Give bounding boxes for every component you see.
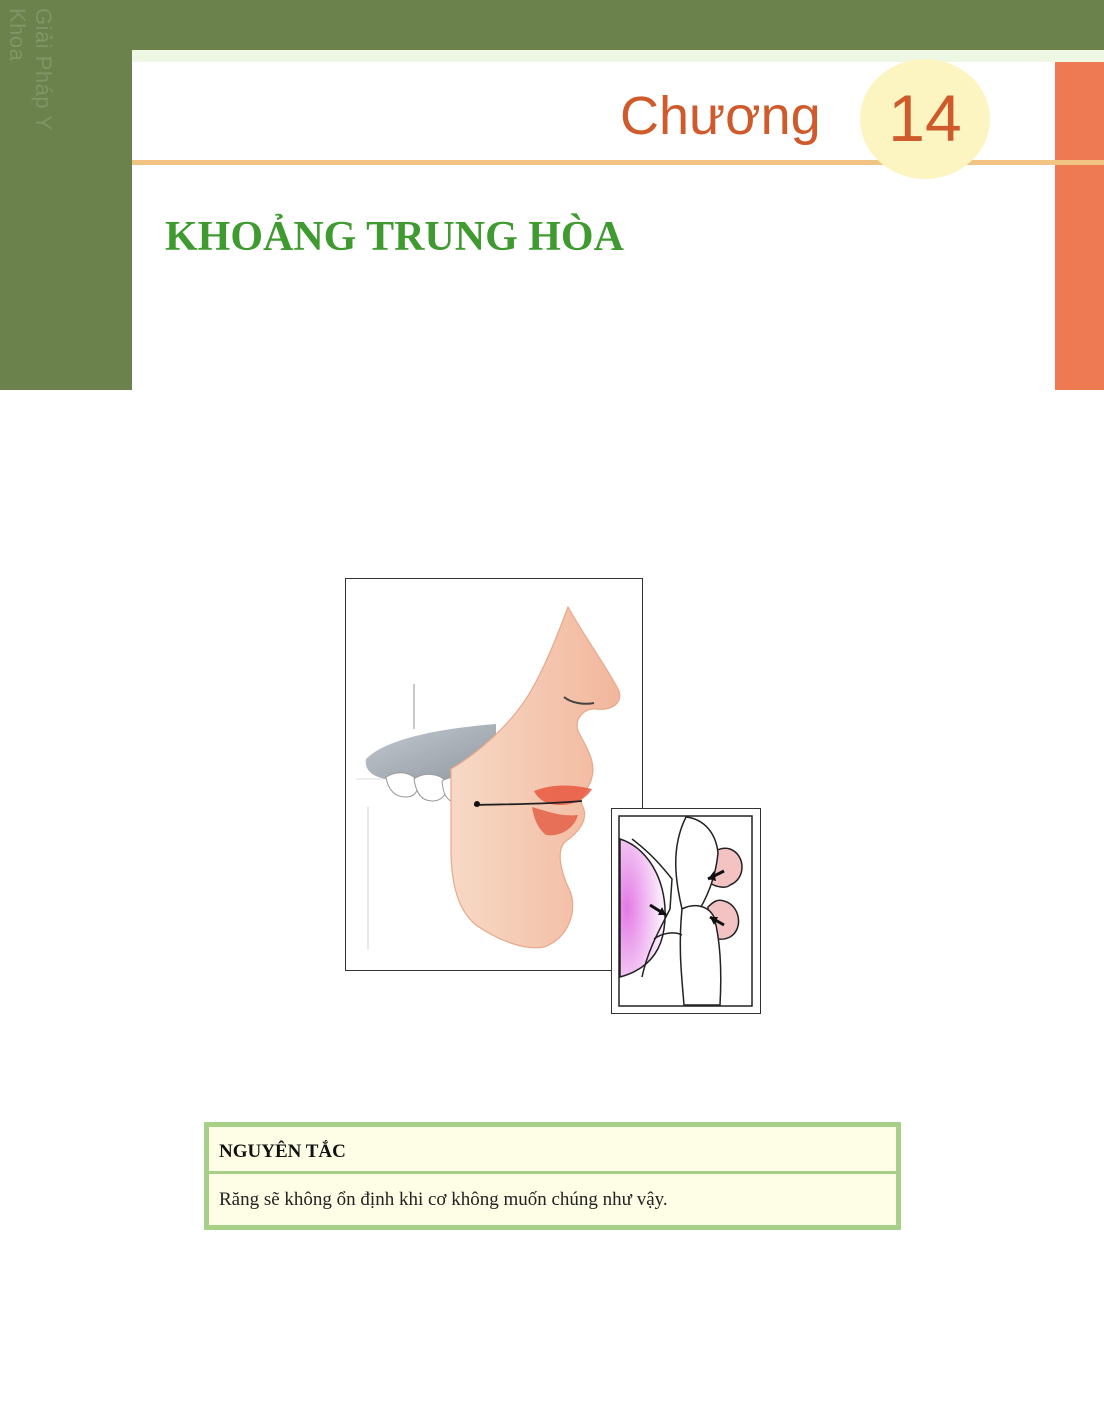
principle-box bbox=[204, 1122, 901, 1230]
top-green-band bbox=[0, 0, 1104, 50]
tooth-section-figure bbox=[611, 808, 761, 1014]
principle-text: Răng sẽ không ổn định khi cơ không muốn chúng như vậy. bbox=[219, 1189, 668, 1210]
left-green-band bbox=[0, 0, 132, 390]
header-light-strip bbox=[132, 50, 1104, 62]
chapter-number: 14 bbox=[888, 81, 962, 155]
side-watermark bbox=[4, 8, 56, 178]
chapter-title: KHOẢNG TRUNG HÒA bbox=[165, 214, 624, 260]
face-profile-figure bbox=[345, 578, 643, 971]
right-orange-bar bbox=[1055, 62, 1104, 390]
face-profile-icon bbox=[346, 579, 641, 969]
side-watermark-text: Giải Pháp Y Khoa bbox=[5, 8, 56, 131]
principle-heading: NGUYÊN TẮC bbox=[209, 1127, 896, 1174]
chapter-label: Chương bbox=[620, 86, 821, 146]
tooth-cross-section-icon bbox=[612, 809, 759, 1012]
